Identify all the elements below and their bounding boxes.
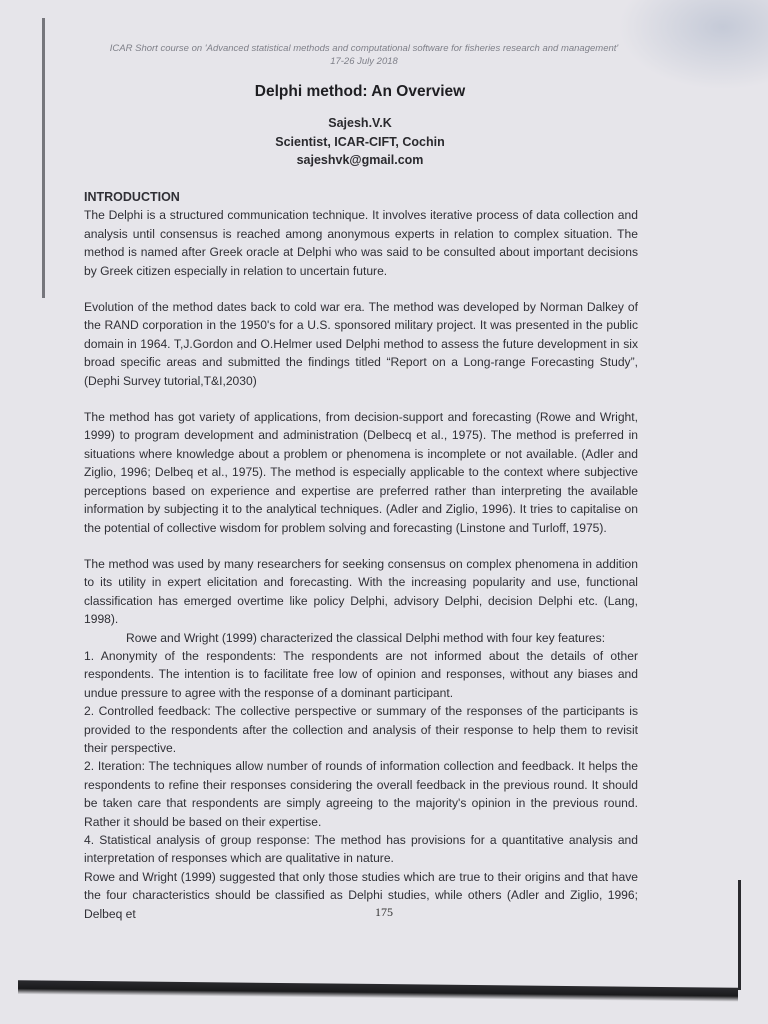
paragraph: The method was used by many researchers for seeking consensus on complex phenomena in addition to its utility in expert elicitation and forecasting. With the increasing popularity and use, functional classification has emerged overtime like policy Delphi, advisory Delphi, decision Delphi etc. (Lang, 1998).: [84, 556, 638, 627]
feature-item: 1. Anonymity of the respondents: The respondents are not informed about the details of other respondents. The intention is to facilitate free low of opinion and responses, without any biases and undue pressure to agree with the response of a dominant participant.: [84, 648, 638, 700]
author-block: [0, 114, 720, 170]
feature-item: 2. Controlled feedback: The collective perspective or summary of the responses of the participants is provided to the respondents after the collection and analysis of their response to help them to revisit their perspective.: [84, 704, 638, 755]
paragraph: The Delphi is a structured communication technique. It involves iterative process of data collection and analysis until consensus is reached among anonymous experts in relation to complex situation. The method is named after Greek oracle at Delphi who was said to be consulted about important decisions by Greek citizen especially in relation to uncertain future.: [84, 208, 638, 278]
page-header: [84, 42, 644, 68]
features-intro: Rowe and Wright (1999) characterized the classical Delphi method with four key features:: [126, 630, 606, 645]
author-name: Sajesh.V.K: [328, 116, 392, 130]
author-position: Scientist, ICAR-CIFT, Cochin: [275, 134, 445, 149]
scan-edge-mark: [738, 880, 741, 990]
feature-item: 4. Statistical analysis of group response: The method has provisions for a quantitative analysis and interpretation of responses which are qualitative in nature.: [84, 833, 638, 866]
page-number: 175: [375, 905, 393, 919]
date-line: 17-26 July 2018: [330, 56, 398, 67]
course-line: ICAR Short course on 'Advanced statistical methods and computational software for fisheries research and management': [109, 43, 619, 54]
document-body: [84, 188, 638, 923]
scan-bottom-edge: [18, 980, 738, 1002]
feature-item: 2. Iteration: The techniques allow number of rounds of information collection and feedback. It helps the respondents to refine their responses considering the overall feedback in the previous round. It should be taken care that respondents are simply agreeing to the majority's opinion in the previous round. Rather it should be based on their expertise.: [84, 759, 638, 829]
paragraph: The method has got variety of applications, from decision-support and forecasting (Rowe and Wright, 1999) to program development and administration (Delbecq et al., 1975). The method is preferred in situations where knowledge about a problem or phenomena is incomplete or not available. (Adler and Ziglio, 1996; Delbeq et al., 1975). The method is especially applicable to the context where subjective perceptions based on experience and expertise are preferred rather than interpreting the available information by subjecting it to the analytical techniques. (Adler and Ziglio, 1996). It tries to capitalise on the potential of collective wisdom for problem solving and forecasting (Linstone and Turloff, 1975).: [84, 410, 638, 535]
section-heading: INTRODUCTION: [84, 190, 180, 204]
closing-paragraph: Rowe and Wright (1999) suggested that only those studies which are true to their origins and that have the four characteristics should be classified as Delphi studies, while others (Adler and Ziglio, 1996; Delbeq et: [84, 869, 638, 921]
paragraph: Evolution of the method dates back to cold war era. The method was developed by Norman Dalkey of the RAND corporation in the 1950's for a U.S. sponsored military project. It was presented in the public domain in 1964. T,J.Gordon and O.Helmer used Delphi method to assess the future development in six broad specific areas and submitted the findings titled “Report on a Long-range Forecasting Study”, (Dephi Survey tutorial,T&I,2030): [84, 300, 638, 388]
author-email: sajeshvk@gmail.com: [296, 153, 424, 167]
document-title: Delphi method: An Overview: [254, 83, 466, 100]
